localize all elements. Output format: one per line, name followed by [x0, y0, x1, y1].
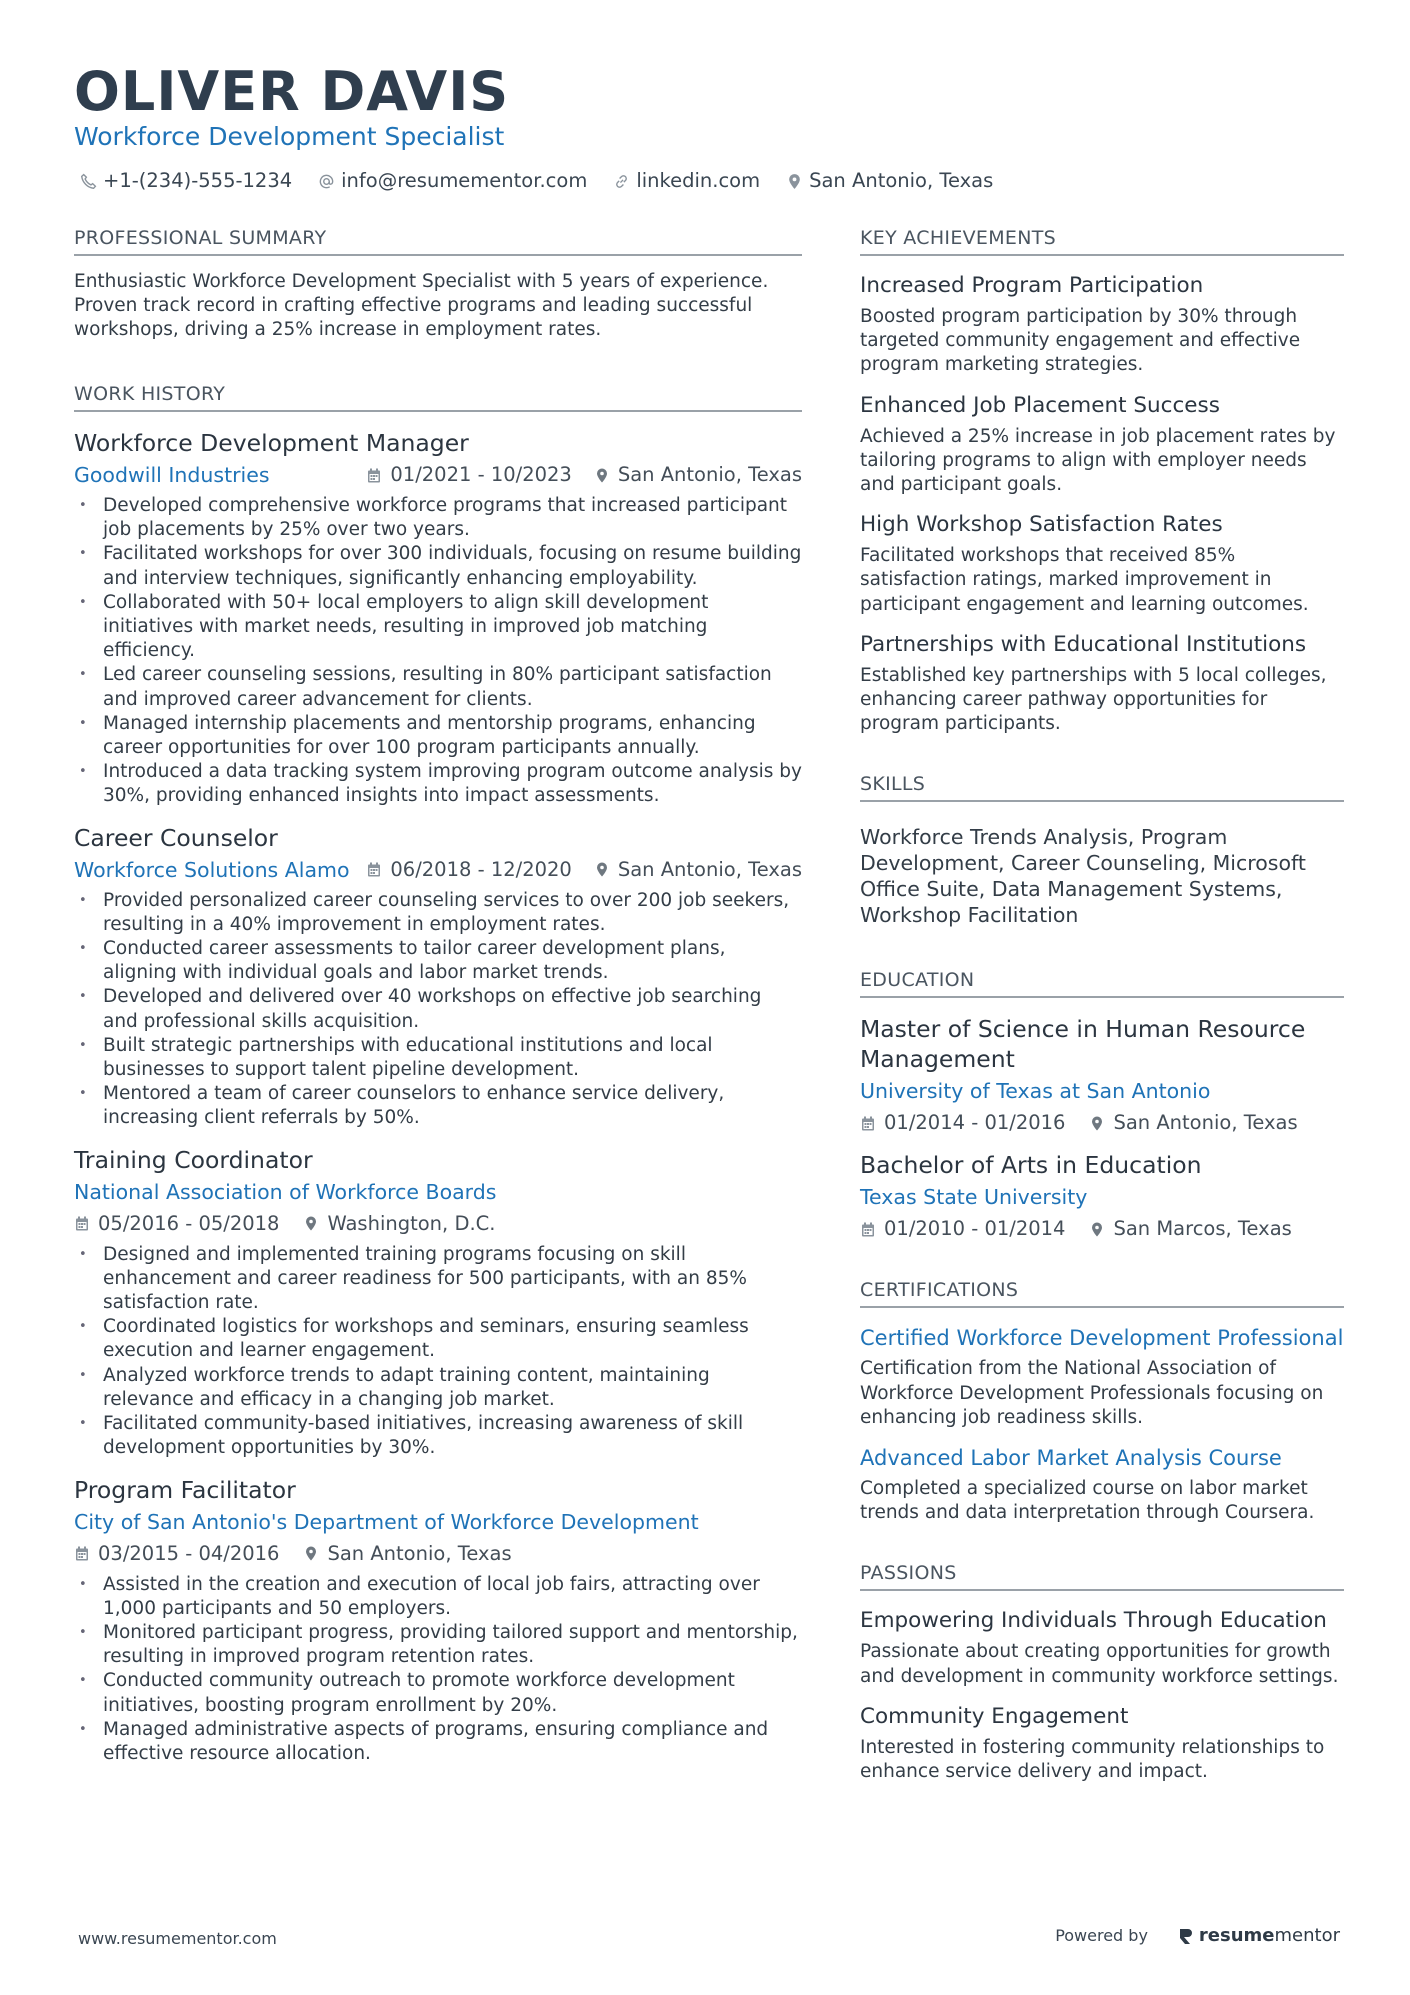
- location-pin-icon: [594, 467, 610, 484]
- passion-item: [860, 1703, 1344, 1784]
- passions-heading: PASSIONS: [860, 1561, 1344, 1591]
- achievements-heading: KEY ACHIEVEMENTS: [860, 226, 1344, 256]
- contact-phone[interactable]: [80, 168, 292, 194]
- job-bullet: • Facilitated workshops for over 300 individuals, focusing on resume building and interview techniques, significantly enhancing employability.: [74, 542, 802, 590]
- passion-desc: Passionate about creating opportunities for growth and development in community workforce settings.: [860, 1641, 1339, 1687]
- job-bullet: • Assisted in the creation and execution of local job fairs, attracting over 1,000 participants and 50 employers.: [74, 1573, 802, 1621]
- job-entry: [74, 1145, 802, 1461]
- location-pin-icon: [594, 861, 610, 878]
- job-bullets: [74, 494, 802, 809]
- job-bullet: • Introduced a data tracking system improving program outcome analysis by 30%, providing enhanced insights into impact assessments.: [74, 760, 802, 808]
- job-bullet: • Managed administrative aspects of programs, ensuring compliance and effective resource allocation.: [74, 1718, 802, 1766]
- education-school: University of Texas at San Antonio: [860, 1079, 1211, 1104]
- education-meta: [860, 1216, 1344, 1242]
- footer-branding: [1055, 1925, 1340, 1946]
- certification-desc: Completed a specialized course on labor market trends and data interpretation through Coursera.: [860, 1478, 1315, 1524]
- job-meta: [74, 462, 802, 488]
- job-bullet: • Facilitated community-based initiatives, increasing awareness of skill development opportunities by 30%.: [74, 1412, 802, 1460]
- contact-linkedin[interactable]: [613, 168, 760, 194]
- skills-heading: SKILLS: [860, 772, 1344, 802]
- job-title: Program Facilitator: [74, 1475, 296, 1504]
- calendar-icon: [74, 1215, 90, 1232]
- education-school: Texas State University: [860, 1185, 1088, 1210]
- achievement-title: Increased Program Participation: [860, 273, 1204, 298]
- contact-location: [786, 168, 993, 194]
- job-location: San Antonio, Texas: [617, 857, 802, 881]
- job-bullet: • Conducted community outreach to promote workforce development initiatives, boosting program enrollment by 20%.: [74, 1669, 802, 1717]
- job-title: Career Counselor: [74, 823, 278, 852]
- certifications-heading: CERTIFICATIONS: [860, 1278, 1344, 1308]
- contact-email[interactable]: [318, 168, 587, 194]
- right-column: [860, 226, 1344, 1824]
- certifications-section: [860, 1278, 1344, 1525]
- job-bullet: • Managed internship placements and mentorship programs, enhancing career opportunities for over 100 program participants annually.: [74, 712, 802, 760]
- passion-title: Community Engagement: [860, 1703, 1129, 1729]
- location-pin-icon: [303, 1545, 319, 1562]
- achievement-title: High Workshop Satisfaction Rates: [860, 512, 1223, 538]
- job-bullet: • Led career counseling sessions, resulting in 80% participant satisfaction and improved career advancement for clients.: [74, 663, 802, 711]
- job-bullet: • Mentored a team of career counselors to enhance service delivery, increasing client referrals by 50%.: [74, 1082, 802, 1130]
- job-meta: [74, 1509, 802, 1535]
- achievement-desc: Facilitated workshops that received 85% satisfaction ratings, marked improvement in participant engagement and learning outcomes.: [860, 545, 1309, 615]
- summary-heading: PROFESSIONAL SUMMARY: [74, 226, 802, 256]
- job-entry: [74, 823, 802, 1131]
- calendar-icon: [74, 1545, 90, 1562]
- job-bullet: • Coordinated logistics for workshops and seminars, ensuring seamless execution and learner engagement.: [74, 1315, 802, 1363]
- job-meta-secondary: [74, 1541, 802, 1567]
- job-location: Washington, D.C.: [327, 1211, 496, 1235]
- job-bullet: • Analyzed workforce trends to adapt training content, maintaining relevance and efficacy in a changing job market.: [74, 1364, 802, 1412]
- education-item: [860, 1150, 1344, 1242]
- job-title: Workforce Development Manager: [74, 429, 469, 457]
- job-location: San Antonio, Texas: [617, 463, 802, 486]
- job-bullet: • Developed comprehensive workforce programs that increased participant job placements by 25% over two years.: [74, 494, 802, 542]
- linkedin-text: linkedin.com: [636, 169, 761, 192]
- job-dates: 05/2016 - 05/2018: [98, 1211, 280, 1235]
- job-bullet: • Provided personalized career counseling services to over 200 job seekers, resulting in a 40% improvement in employment rates.: [74, 889, 802, 937]
- job-location: San Antonio, Texas: [327, 1541, 512, 1565]
- location-pin-icon: [1089, 1221, 1105, 1238]
- brand-bold: resume: [1198, 1925, 1275, 1946]
- achievement-item: [860, 392, 1344, 498]
- calendar-icon: [860, 1115, 876, 1132]
- left-column: [74, 226, 802, 1780]
- job-dates: 01/2021 - 10/2023: [390, 463, 572, 486]
- education-location: San Antonio, Texas: [1113, 1111, 1298, 1135]
- job-company: Workforce Solutions Alamo: [74, 857, 350, 882]
- contact-bar: [80, 168, 993, 194]
- job-entry: [74, 1475, 802, 1767]
- email-text: info@resumementor.com: [341, 169, 588, 192]
- job-dates: 06/2018 - 12/2020: [390, 857, 572, 881]
- achievement-desc: Achieved a 25% increase in job placement rates by tailoring programs to align with employer needs and participant goals.: [860, 425, 1336, 496]
- footer-website[interactable]: www.resumementor.com: [78, 1929, 277, 1948]
- job-bullets: [74, 889, 802, 1131]
- job-bullet: • Monitored participant progress, providing tailored support and mentorship, resulting in improved program retention rates.: [74, 1621, 802, 1669]
- summary-text: Enthusiastic Workforce Development Specialist with 5 years of experience. Proven track record in crafting effective programs and leading successful workshops, driving a 25% increase in employment rates.: [74, 271, 769, 340]
- passion-desc: Interested in fostering community relationships to enhance service delivery and impact.: [860, 1736, 1325, 1783]
- education-item: [860, 1014, 1344, 1136]
- link-icon: [613, 173, 630, 190]
- location-text: San Antonio, Texas: [809, 169, 994, 192]
- education-dates: 01/2010 - 01/2014: [884, 1217, 1066, 1241]
- certification-item: [860, 1444, 1344, 1525]
- job-bullet: • Built strategic partnerships with educational institutions and local businesses to support talent pipeline development.: [74, 1034, 802, 1082]
- job-bullet: • Developed and delivered over 40 workshops on effective job searching and professional skills acquisition.: [74, 985, 802, 1033]
- brand-logo[interactable]: [1178, 1925, 1340, 1946]
- location-pin-icon: [303, 1215, 319, 1232]
- achievement-desc: Boosted program participation by 30% through targeted community engagement and effective program marketing strategies.: [860, 306, 1301, 376]
- job-entry: [74, 428, 802, 809]
- job-title: Training Coordinator: [74, 1145, 313, 1174]
- passion-item: [860, 1607, 1344, 1688]
- candidate-name: OLIVER DAVIS: [74, 60, 510, 123]
- job-company: City of San Antonio's Department of Workforce Development: [74, 1509, 699, 1534]
- at-icon: [318, 173, 335, 190]
- passion-title: Empowering Individuals Through Education: [860, 1608, 1327, 1634]
- phone-icon: [80, 173, 97, 190]
- job-bullet: • Conducted career assessments to tailor career development plans, aligning with individual goals and labor market trends.: [74, 937, 802, 985]
- education-section: [860, 968, 1344, 1242]
- job-dates: 03/2015 - 04/2016: [98, 1541, 280, 1565]
- certification-name: Certified Workforce Development Professional: [860, 1326, 1344, 1351]
- achievement-item: [860, 511, 1344, 617]
- location-pin-icon: [786, 173, 803, 190]
- skills-text: Workforce Trends Analysis, Program Development, Career Counseling, Microsoft Office Suite, Data Management Systems, Workshop Facilitation: [860, 825, 1306, 928]
- job-company: National Association of Workforce Boards: [74, 1179, 497, 1204]
- candidate-title: Workforce Development Specialist: [74, 122, 505, 151]
- education-degree: Master of Science in Human Resource Management: [860, 1015, 1306, 1074]
- job-bullets: [74, 1243, 802, 1461]
- education-degree: Bachelor of Arts in Education: [860, 1151, 1202, 1180]
- achievement-desc: Established key partnerships with 5 local colleges, enhancing career pathway opportunities for program participants.: [860, 664, 1327, 735]
- skills-section: [860, 772, 1344, 928]
- powered-by-text: Powered by: [1055, 1926, 1148, 1945]
- resumementor-logo-icon: [1178, 1927, 1194, 1945]
- phone-text: +1-(234)-555-1234: [103, 169, 293, 192]
- job-bullet: • Collaborated with 50+ local employers to align skill development initiatives with market needs, resulting in improved job matching efficiency.: [74, 591, 802, 664]
- achievement-item: [860, 272, 1344, 378]
- brand-rest: mentor: [1274, 1925, 1340, 1946]
- passions-section: [860, 1561, 1344, 1784]
- job-meta: [74, 1179, 802, 1205]
- certification-item: [860, 1324, 1344, 1430]
- education-dates: 01/2014 - 01/2016: [884, 1111, 1066, 1135]
- achievement-title: Partnerships with Educational Institutions: [860, 631, 1307, 657]
- job-company: Goodwill Industries: [74, 463, 270, 487]
- work-history-heading: WORK HISTORY: [74, 382, 802, 412]
- calendar-icon: [366, 861, 382, 878]
- education-meta: [860, 1110, 1344, 1136]
- job-meta: [74, 857, 802, 883]
- achievement-title: Enhanced Job Placement Success: [860, 392, 1220, 418]
- location-pin-icon: [1089, 1115, 1105, 1132]
- certification-desc: Certification from the National Association of Workforce Development Professionals focusing on enhancing job readiness skills.: [860, 1358, 1324, 1428]
- achievements-section: [860, 226, 1344, 736]
- calendar-icon: [860, 1221, 876, 1238]
- education-location: San Marcos, Texas: [1113, 1217, 1292, 1241]
- job-bullet: • Designed and implemented training programs focusing on skill enhancement and career readiness for 500 participants, with an 85% satisfaction rate.: [74, 1243, 802, 1316]
- job-bullets: [74, 1573, 802, 1767]
- achievement-item: [860, 631, 1344, 737]
- education-heading: EDUCATION: [860, 968, 1344, 998]
- certification-name: Advanced Labor Market Analysis Course: [860, 1446, 1282, 1471]
- calendar-icon: [366, 467, 382, 484]
- job-meta-secondary: [74, 1211, 802, 1237]
